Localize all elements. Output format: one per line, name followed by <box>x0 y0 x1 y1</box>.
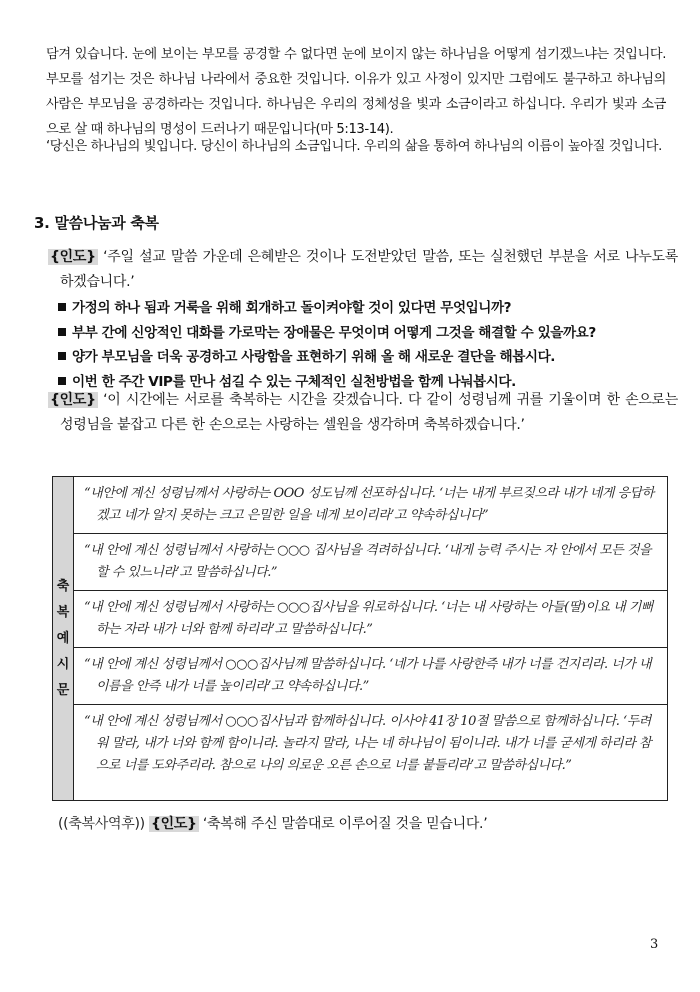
question-item: 이번 한 주간 VIP를 만나 섬길 수 있는 구체적인 실천방법을 함께 나눠봅시다. <box>58 370 678 395</box>
section-heading: 3. 말씀나눔과 축복 <box>34 214 159 232</box>
question-item: 부부 간에 신앙적인 대화를 가로막는 장애물은 무엇이며 어떻게 그것을 해결할 수 있을까요? <box>58 321 678 346</box>
question-item: 양가 부모님을 더욱 공경하고 사랑함을 표현하기 위해 올 해 새로운 결단을 해봅시다. <box>58 345 678 370</box>
blessing-example: “내 안에 계신 성령님께서 사랑하는 ○○○ 집사님을 격려하십니다. ‘내게 능력 주시는 자 안에서 모든 것을 할 수 있느니라’고 말씀하십니다.” <box>74 534 667 591</box>
intro-instruction-1 <box>48 245 678 295</box>
intro-instruction-2 <box>48 388 678 438</box>
blessing-examples-box <box>52 476 668 801</box>
square-bullet-icon <box>58 377 66 385</box>
blessing-examples-list <box>74 477 667 800</box>
closing-text: ‘축복해 주신 말씀대로 이루어질 것을 믿습니다.’ <box>198 816 488 832</box>
leader-tag: {인도} <box>150 816 197 832</box>
page-number: 3 <box>650 937 659 952</box>
leader-tag: {인도} <box>50 392 96 408</box>
blessing-example: “내 안에 계신 성령님께서 ○○○집사님과 함께하십니다. 이사야 41장 10절 말씀으로 함께하십니다. ‘두려워 말라, 내가 너와 함께 함이니라. 놀라지 말라, 나는 네 하나님이 됨이니라. 내가 너를 굳세게 하리라 참으로 너를 도와주리라. 참으로 나의 의로운 오른 손으로 너를 붙들리라’고 말씀하십니다.” <box>84 714 651 773</box>
quote-paragraph: ‘당신은 하나님의 빛입니다. 당신이 하나님의 소금입니다. 우리의 삶을 통하여 하나님의 이름이 높아질 것입니다. <box>46 139 662 154</box>
leader-tag: {인도} <box>50 249 96 265</box>
blessing-sidebar-label: 축 복 예 시 문 <box>53 477 74 800</box>
discussion-questions <box>58 296 678 394</box>
square-bullet-icon <box>58 328 66 336</box>
body-paragraph: 담겨 있습니다. 눈에 보이는 부모를 공경할 수 없다면 눈에 보이지 않는 하나님을 어떻게 섬기겠느냐는 것입니다. 부모를 섬기는 것은 하나님 나라에서 중요한 것입니다. 이유가 있고 사정이 있지만 그럼에도 불구하고 하나님의 사람은 부모님을 공경하라는 것입니다. 하나님은 우리의 정체성을 빛과 소금이라고 하십니다. 우리가 빛과 소금으로 살 때 하나님의 명성이 드러나기 때문입니다(마 5:13-14). <box>46 47 666 137</box>
blessing-example: “내안에 계신 성령님께서 사랑하는 OOO 성도님께 선포하십니다. ‘너는 내게 부르짖으라 내가 네게 응답하겠고 네가 알지 못하는 크고 은밀한 일을 네게 보이리라’고 약속하십니다” <box>74 477 667 534</box>
after-blessing-note: ((축복사역후)) <box>58 816 145 832</box>
intro-text: ‘주일 설교 말씀 가운데 은혜받은 것이나 도전받았던 말씀, 또는 실천했던 부분을 서로 나누도록 하겠습니다.’ <box>60 249 678 290</box>
closing-line <box>58 812 487 836</box>
question-item: 가정의 하나 됨과 거룩을 위해 회개하고 돌이켜야할 것이 있다면 무엇입니까? <box>58 296 678 321</box>
square-bullet-icon <box>58 303 66 311</box>
blessing-example: “내 안에 계신 성령님께서 사랑하는 ○○○집사님을 위로하십니다. ‘너는 내 사랑하는 아들(딸)이요 내 기뻐하는 자라 내가 너와 함께 하리라’고 말씀하십니다.” <box>74 591 667 648</box>
blessing-example: “내 안에 계신 성령님께서 ○○○집사님께 말씀하십니다. ‘네가 나를 사랑한즉 내가 너를 건지리라. 너가 내 이름을 안즉 내가 너를 높이리라’고 약속하십니다.” <box>74 648 667 705</box>
intro-text: ‘이 시간에는 서로를 축복하는 시간을 갖겠습니다. 다 같이 성령님께 귀를 기울이며 한 손으로는 성령님을 붙잡고 다른 한 손으로는 사랑하는 셀원을 생각하며 축복하겠습니다.’ <box>60 392 678 433</box>
square-bullet-icon <box>58 352 66 360</box>
